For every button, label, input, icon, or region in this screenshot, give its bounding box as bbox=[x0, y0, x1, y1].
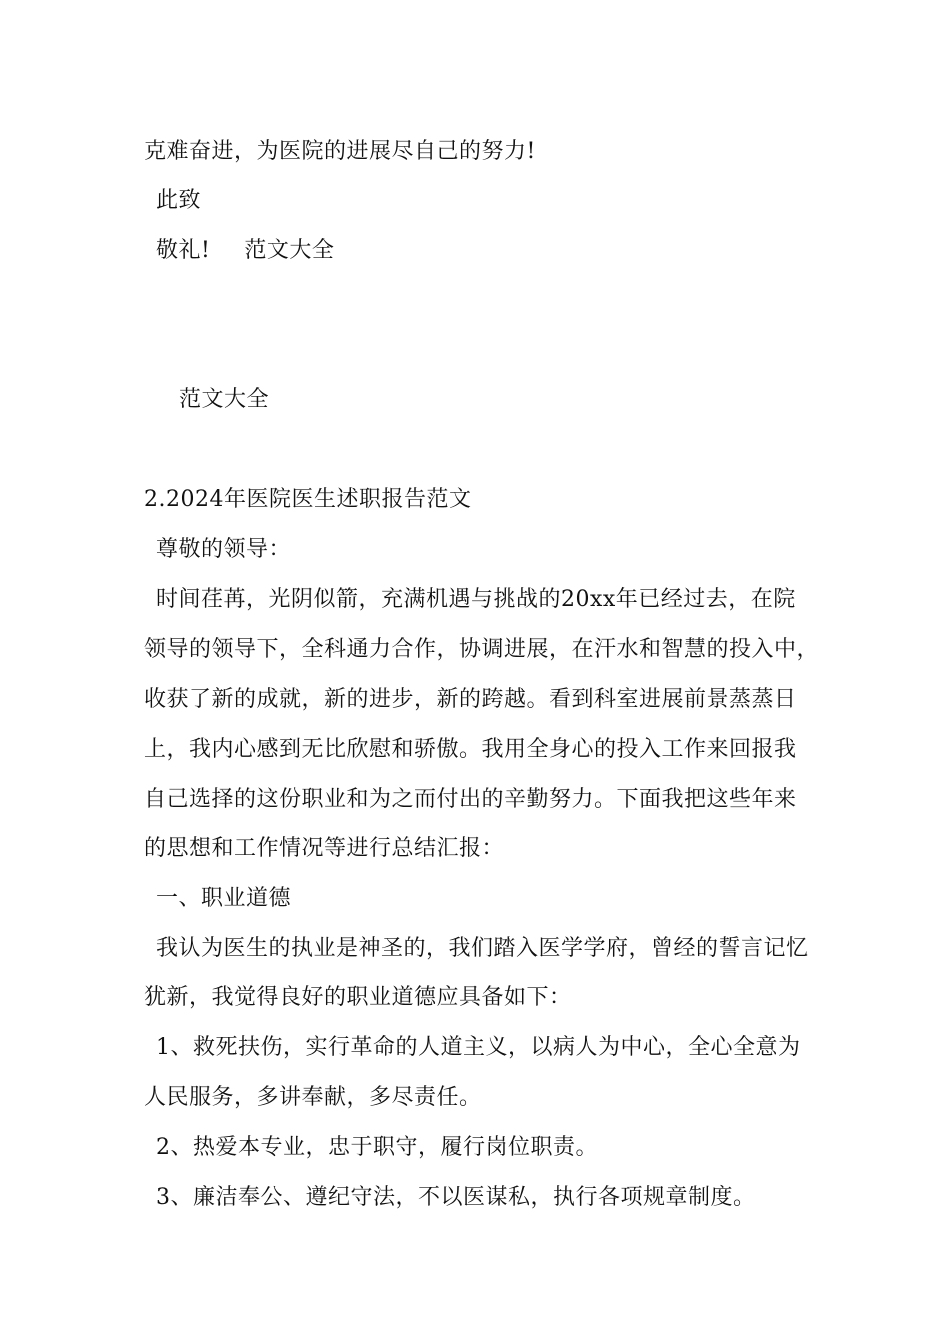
greeting: 尊敬的领导： bbox=[156, 537, 292, 562]
intro-line: 自己选择的这份职业和为之而付出的辛勤努力。下面我把这些年来 bbox=[144, 787, 797, 812]
salutation-line-2 bbox=[156, 236, 334, 266]
intro-line: 上，我内心感到无比欣慰和骄傲。我用全身心的投入工作来回报我 bbox=[144, 737, 797, 762]
salutation-line-1: 此致 bbox=[156, 188, 202, 213]
section-title: 2.2024年医院医生述职报告范文 bbox=[144, 487, 472, 512]
list-item-2: 2、热爱本专业，忠于职守，履行岗位职责。 bbox=[156, 1135, 598, 1160]
salutation-respect: 敬礼! bbox=[156, 238, 211, 263]
section-heading-ethics: 一、职业道德 bbox=[156, 886, 292, 911]
watermark-text-inline: 范文大全 bbox=[244, 238, 335, 263]
intro-line: 的思想和工作情况等进行总结汇报： bbox=[144, 836, 505, 861]
paragraph-line: 我认为医生的执业是神圣的，我们踏入医学学府，曾经的誓言记忆 bbox=[156, 936, 809, 961]
list-item-1: 1、救死扶伤，实行革命的人道主义，以病人为中心，全心全意为 bbox=[156, 1035, 801, 1060]
list-item-3: 3、廉洁奉公、遵纪守法，不以医谋私，执行各项规章制度。 bbox=[156, 1185, 756, 1210]
closing-line: 克难奋进，为医院的进展尽自己的努力! bbox=[144, 139, 536, 164]
intro-line: 时间荏苒，光阴似箭，充满机遇与挑战的20xx年已经过去，在院 bbox=[156, 587, 796, 612]
intro-line: 领导的领导下，全科通力合作，协调进展，在汗水和智慧的投入中， bbox=[144, 637, 820, 662]
paragraph-line: 犹新，我觉得良好的职业道德应具备如下： bbox=[144, 985, 572, 1010]
intro-line: 收获了新的成就，新的进步，新的跨越。看到科室进展前景蒸蒸日 bbox=[144, 687, 797, 712]
list-item-1-cont: 人民服务，多讲奉献，多尽责任。 bbox=[144, 1085, 482, 1110]
watermark-text: 范文大全 bbox=[179, 387, 270, 412]
